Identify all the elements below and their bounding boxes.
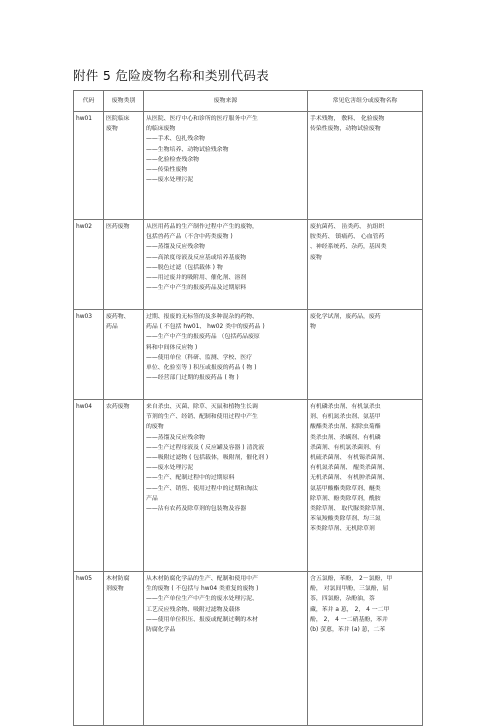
cell-components-line: 酚， 对氯间甲酚，三氯酚，屈 [310,586,389,593]
cell-category-line: 医药废物 [106,224,130,230]
cell-code: hw03 [74,310,104,400]
cell-source-line: 的临床废物 [146,126,176,133]
cell-components-line: 剂、有机氮杀虫剂、氨基甲 [310,414,381,421]
cell-source-line: ——手术、包扎残余物 [146,136,205,143]
cell-category [104,310,144,400]
cell-source-line: ——生物培养、动物试验残余物 [146,146,229,153]
cell-source-line: ——生产过程母液及 ( 反应罐及容器 ) 清洗液 [146,444,265,451]
cell-source-line: 防腐化学品 [146,627,176,634]
cell-source-line: ——脱色过滤（包括载体 ) 物 [146,264,223,271]
cell-category-line: 木材防腐 [106,576,130,582]
cell-source-line: 料和中间体反应物 ) [146,344,198,351]
cell-components-line: 机硫杀菌剂、 有机锡杀菌剂、 [310,455,389,462]
cell-components-line: 苯氧羧酸类除草剂、均三氮 [310,516,381,523]
cell-source-line: 节剂的生产、经销、配制和使用过程中产生 [146,414,258,421]
table-header-row [74,91,423,112]
cell-source-line: ——生产、配制过程中的过期原料 [146,475,235,482]
cell-components [308,112,423,220]
cell-source-line: 从医院、医疗中心和诊所的医疗服务中产生 [146,116,258,122]
cell-source-line: ——用过废并的吸附用、催化剂、溶剂 [146,275,247,282]
table-row [74,112,423,220]
cell-components-line: 无机杀菌剂、 有机肿杀菌剂、 [310,475,389,482]
cell-category [104,220,144,310]
cell-category-line: 农药废物 [106,404,130,410]
cell-source-line: 从木材防腐化学品的生产、配制和使用中产 [146,576,258,582]
cell-components-line: 含五氯酚，苯酚， 2－氯酚，甲 [310,576,393,582]
cell-category-line: 废物 [106,126,118,133]
cell-components-line: 有机氮杀菌剂、 醌类杀菌剂、 [310,465,389,472]
cell-components-line: 废化学试剂，废药品，废药 [310,314,381,320]
header-code: 代码 [74,91,104,112]
cell-components-line: 氨基甲酸酯类除草剂、醚类 [310,485,381,492]
cell-components-line: (b) 萤蒽，苯并 (a) 葸，二苯 [310,627,386,634]
cell-category-line: 医院临床 [106,116,130,122]
cell-source-line: ——废水处理污泥 [146,177,194,184]
cell-components-line: 传染性废物，动物试验废物 [310,126,381,133]
cell-components-line: 酸酯类杀虫剂、拟除虫菊酯 [310,424,381,431]
cell-source-line: 包括兽药产品（不含中药类废物 ) [146,234,233,241]
table-row [74,310,423,400]
cell-source-line: ——使用单位（科研、监测、学校、医疗 [146,354,253,361]
table-row [74,220,423,310]
cell-category [104,572,144,726]
cell-source-line: ——废水处理污泥 [146,465,194,472]
cell-code: hw04 [74,400,104,572]
cell-components-line: 苯类除草剂、无机除草剂 [310,526,375,533]
cell-category [104,400,144,572]
cell-source-line: ——生产中产生的报废药品及过期原料 [146,285,247,292]
cell-components [308,220,423,310]
cell-category [104,112,144,220]
page-title: 附件 5 危险废物名称和类别代码表 [73,68,270,83]
cell-components [308,310,423,400]
cell-components-line: 废抗菌药、 甾类药、 抗组织 [310,224,385,230]
cell-code: hw01 [74,112,104,220]
cell-components [308,400,423,572]
cell-components-line: 手术残物， 敷料、 化验废物 [310,116,385,122]
cell-components-line: 类除草剂、 取代脲类除草剂、 [310,506,389,513]
cell-components-line: 除草剂、酚类除草剂，酰胺 [310,495,381,502]
cell-source-line: 生的废物 ( 不包括与 hw04 类重复的废物 ) [146,586,259,593]
cell-source-line: 的废物 [146,424,164,431]
header-category: 废物类别 [104,91,144,112]
cell-source [144,112,308,220]
cell-components-line: 类杀虫剂、杀螨剂、有机磷 [310,434,381,441]
cell-source-line: ——传染性废物 [146,167,188,174]
hazardous-waste-table [73,90,423,726]
cell-source-line: ——使用单位积压、报废或配制过剩的木材 [146,616,258,623]
header-components: 常见危害组分或废物名称 [308,91,423,112]
cell-components-line: 胺类药、 镇痛药、 心血管药 [310,234,385,241]
cell-source-line: ——生产中产生的报废药品 （包括药品废原 [146,334,260,341]
table-body [74,112,423,726]
cell-source-line: 单位、化验室等 ) 积压或报废的药品 ( 物 ) [146,365,257,372]
cell-source-line: ——高浓度母液及反应基或培养基废物 [146,254,247,261]
cell-category-line: 废药物、 [106,314,130,320]
cell-source-line: ——生产、销售、使用过程中的过期和淘汰 [146,485,258,492]
cell-components-line: 茶，四氯酚，杂酚油，萘 [310,596,375,603]
cell-source-line: ——生产单位生产中产生的废水处理污泥、 [146,596,258,603]
cell-code: hw05 [74,572,104,726]
cell-source-line: 工艺反应残余物、吸附过滤物及载体 [146,606,241,613]
cell-source-line: ——经营部门过期的报废药品 ( 物 ) [146,375,239,382]
cell-source-line: ——化验检查残余物 [146,156,200,163]
cell-category-line: 剂废物 [106,586,124,593]
cell-source-line: 产品 [146,495,158,502]
cell-components-line: 、神经系统药、杂药，基因类 [310,244,387,251]
table-row [74,572,423,726]
cell-code: hw02 [74,220,104,310]
cell-source-line: ——蒸馏及反应残余物 [146,244,205,251]
cell-source-line: ——沾有农药及除草剂的包装物及容器 [146,506,247,513]
cell-components-line: 有机磷杀虫剂、有机氯杀虫 [310,404,381,410]
cell-category-line: 药品 [106,324,118,331]
cell-components [308,572,423,726]
cell-source [144,220,308,310]
cell-source-line: 来自杀虫、灭菌、除草、灭鼠和植物生长调 [146,404,258,410]
cell-components-line: 藏，苯并 a 葸， 2， 4 一二甲 [310,606,390,613]
cell-source [144,400,308,572]
header-source: 废物来源 [144,91,308,112]
cell-source-line: 药品 ( 不包括 hw01、 hw02 类中的废药品 ) [146,324,265,331]
cell-source-line: ——蒸馏及反应残余物 [146,434,205,441]
cell-source-line: 从医用药品的生产制作过程中产生的废物， [146,224,258,230]
cell-source-line: 过期、报废的无标签的及多种混杂的药物、 [146,314,258,320]
cell-components-line: 酚， 2， 4 一二硝基酚，苯并 [310,616,388,623]
cell-components-line: 废物 [310,254,322,261]
cell-source-line: ——吸附过滤物 ( 包括载体，吸附剂，催化剂 ) [146,455,269,462]
cell-components-line: 物 [310,324,316,331]
cell-components-line: 杀菌剂、有机氯杀菌剂、有 [310,444,381,451]
cell-source [144,572,308,726]
cell-source [144,310,308,400]
table-row [74,400,423,572]
